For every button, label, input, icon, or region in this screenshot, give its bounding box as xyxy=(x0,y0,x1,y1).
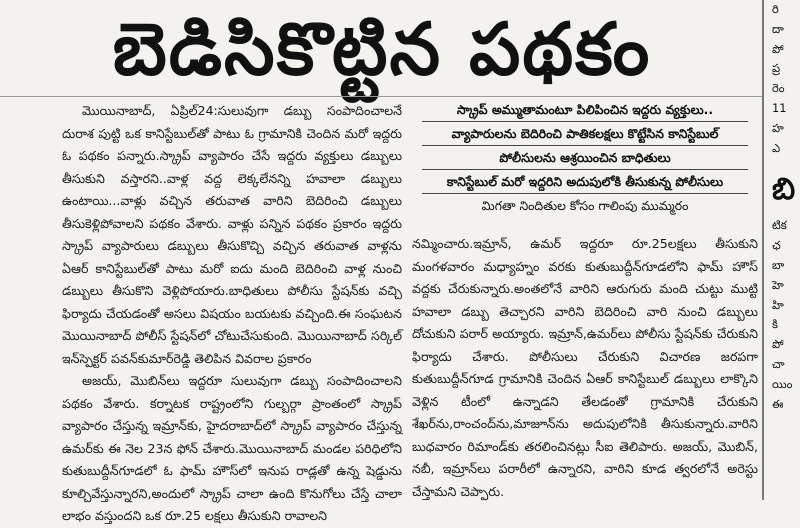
side-text: దా xyxy=(772,21,784,36)
side-text: కి xyxy=(772,317,778,332)
side-text: ఛ xyxy=(772,238,781,253)
side-text: యిం xyxy=(772,376,793,391)
deck-divider xyxy=(422,169,748,170)
right-paragraph: నమ్మించారు.ఇమ్రాన్, ఉమర్ ఇద్దరూ రూ.25లక్షలు తీసుకుని మంగళవారం మధ్యాహ్నం వరకు కుతుబుద్దీన్‌గూడలోని ఫామ్ హౌస్ వద్దకు చేరుకున్నారు.అంతలోనే వారిని ఆరుగురు మంది చుట్టు ముట్టి హవాలా డబ్బు తెచ్చారని వారిని బెదిరించి వారి నుంచి డబ్బులు దోచుకుని పరార్ అయ్యారు. ఇమ్రాన్,ఉమర్‌లు పోలీసు స్టేషన్‌కు చేరుకుని ఫిర్యాదు చేశారు. పోలీసులు చేరుకుని విచారణ జరపగా కుతుబుద్దీన్‌గూడ గ్రామానికి చెందిన ఏఆర్ కానిస్టేబుల్ డబ్బులు లాక్కొని వెళ్లిన టీంలో ఉన్నాడని తేలడంతో గ్రామానికి చేరుకుని శేఖర్‌ను,రాంచంద్‌ను,మాజూన్‌ను అదుపులోనికి తీసుకున్నారు.వారిని బుధవారం రిమాండ్‌కు తరలించినట్లు సీఐ తెలిపారు. అజయ్, మొబిన్, నబీ, ఇమ్రాన్‌లు పరారీలో ఉన్నారని, వారిని కూడ త్వరలోనే అరెస్టు చేస్తామని చెప్పారు. xyxy=(412,236,758,499)
side-text: చా xyxy=(772,356,785,371)
side-text: ఎ xyxy=(772,140,781,155)
side-text: ఈ xyxy=(772,396,784,411)
deck-divider xyxy=(422,145,748,146)
side-text: హె xyxy=(772,277,784,292)
article-right-column xyxy=(412,233,758,499)
side-text: రి xyxy=(772,2,779,16)
deck-line-4: కానిస్టేబుల్ మరో ఇద్దరిని అదుపులోకి తీసుకున్న పోలీసులు xyxy=(446,174,724,189)
deck-line-1: స్క్రాప్ అమ్ముతామంటూ పిలిపించిన ఇద్దరు వ్యక్తులు.. xyxy=(456,102,714,117)
side-text: రెం xyxy=(772,81,785,96)
side-text: హ xyxy=(772,120,784,135)
side-text: ప్ర xyxy=(772,61,781,76)
deck-divider xyxy=(422,193,748,194)
left-paragraph-2: అజయ్, మొబిన్‌లు ఇద్దరూ సులువుగా డబ్బు సంపాదించాలని పథకం వేశారు. కర్నాటక రాష్ట్రంలోని గుల్బర్గా ప్రాంతంలో స్క్రాప్ వ్యాపారం చేస్తున్న ఇమ్రాన్‌కు, హైదరాబాద్‌లో స్క్రాప్ వ్యాపారం చేస్తున్న ఉమర్‌కు ఈ నెల 23న ఫోన్ చేశారు.మొయినాబాద్ మండల పరిధిలోని కుతుబుద్దీన్‌గూడలో ఓ ఫామ్ హౌస్‌లో ఇనుప రాడ్లతో ఉన్న షెడ్డును కూల్చివేస్తున్నారని,అందులో స్క్రాప్ చాలా ఉంది కొనుగోలు చేస్తే చాలా లాభం వస్తుందని ఒక రూ.25 లక్షలు తీసుకుని రావాలని xyxy=(62,373,402,523)
deck-line-5: మిగతా నిందితుల కోసం గాలింపు ముమ్మరం xyxy=(481,198,689,213)
side-text: హి xyxy=(772,297,784,312)
left-paragraph-1: మొయినాబాద్, ఏప్రిల్24:సులువుగా డబ్బు సంపాదించాలనే దురాశ పుట్టి ఒక కానిస్టేబుల్‌తో పాటు ఓ గ్రామానికి చెందిన మరో ఇద్దరు ఓ పథకం పన్నారు.స్క్రాప్ వ్యాపారం చేసే ఇద్దరు వ్యక్తులు డబ్బులు తీసుకుని వస్తారని..వాళ్ల వద్ద లెక్కలేనన్ని హవాలా డబ్బులు ఉంటాయి...వాళ్లు వచ్చిన తరువాత వారిని బెదిరించి డబ్బులు తీసుకెళ్లిపోవాలని పథకం వేశారు. వాళ్లు పన్నిన పథకం ప్రకారం ఇద్దరు స్క్రాప్ వ్యాపారులు డబ్బులు తీసుకొచ్చి వచ్చిన తరువాత వాళ్లను ఏఆర్ కానిస్టేబుల్‌తో పాటు మరో ఐదు మంది బెదిరించి వాళ్ల నుంచి డబ్బులు తీసుకొని వెళ్లిపోయారు.బాధితులు పోలీసు స్టేషన్‌కు వచ్చి ఫిర్యాదు చేయడంతో అసలు విషయం బయటకు వచ్చింది.ఈ సంఘటన మొయినాబాద్ పోలీస్ స్టేషన్‌లో చోటుచేసుకుంది. మొయినాబాద్ సర్కిల్ ఇన్‌స్పెక్టర్ పవన్‌కుమార్‌రెడ్డి తెలిపిన వివరాల ప్రకారం xyxy=(62,103,402,366)
deck-line-3: పోలీసులను ఆశ్రయించిన బాధితులు xyxy=(499,150,671,165)
side-text: పో xyxy=(772,337,784,352)
article-headline: బెడిసికొట్టిన పథకం xyxy=(112,7,652,91)
side-text: పో xyxy=(772,41,784,56)
deck-divider xyxy=(422,121,748,122)
side-text: టిక xyxy=(772,218,787,233)
column-divider xyxy=(762,0,764,500)
article-deck xyxy=(412,100,758,215)
side-text: బా xyxy=(772,257,785,272)
adjacent-article-strip xyxy=(772,0,800,500)
side-text: 11 xyxy=(772,100,787,115)
article-left-column xyxy=(62,100,402,523)
side-headline: బి xyxy=(772,172,796,208)
deck-line-2: వ్యాపారులను బెదిరించి పాతికలక్షలు కొట్టేసిన కానిస్టేబుల్ xyxy=(451,126,719,141)
headline-divider xyxy=(0,96,762,97)
